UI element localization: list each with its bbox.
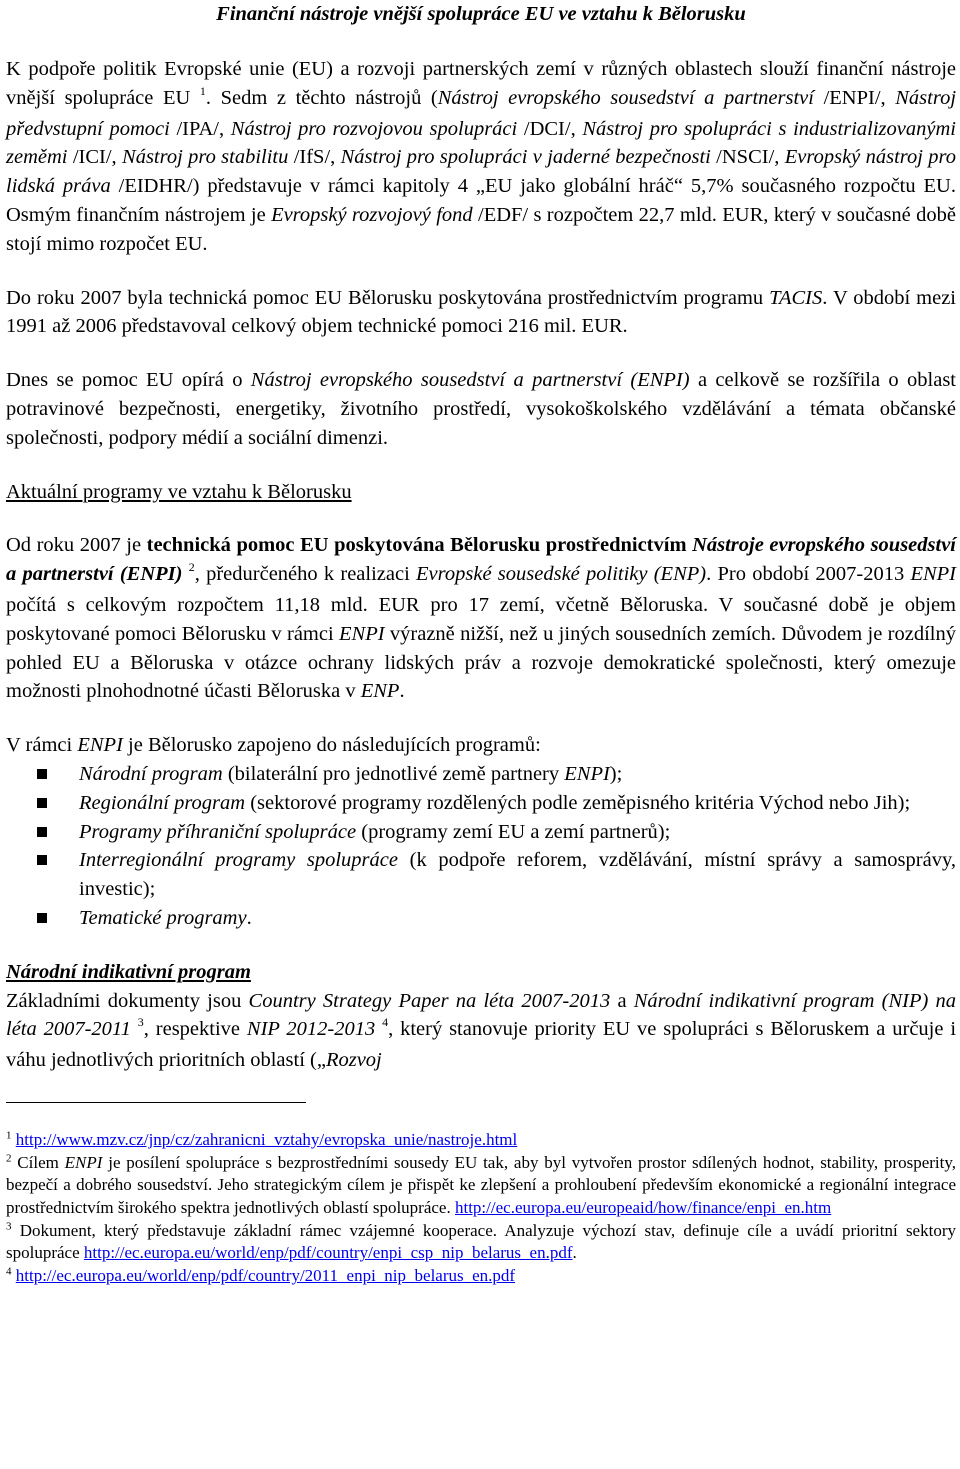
programs-list [6, 760, 956, 933]
footnote-3: $^3$ Dokument, který představuje základní rámec vzájemné kooperace. Analyzuje výchozí stav, definuje cíle a uvádí prioritní sektory spolupráce http://ec.europa.eu/world/enp/pdf/country/enpi_csp_nip_belarus_en.pdf. [6, 1220, 956, 1263]
footnote-ref-4[interactable]: 4 [382, 1015, 389, 1030]
list-item: Tematické programy. [6, 904, 956, 933]
list-item: Národní program (bilaterální pro jednotlivé země partnery ENPI); [6, 760, 956, 789]
footnote-3-link[interactable]: http://ec.europa.eu/world/enp/pdf/country/enpi_csp_nip_belarus_en.pdf [83, 1243, 573, 1263]
footnote-ref-3[interactable]: 3 [137, 1015, 144, 1030]
technical-aid-paragraph: Od roku 2007 je technická pomoc EU poskytována Bělorusku prostřednictvím Nástroje evropského sousedství a partnerství (ENPI) $^2$, předurčeného k realizaci Evropské sousedské politiky (ENP). Pro období 2007-2013 ENPI počítá s celkovým rozpočtem 11,18 mld. EUR pro 17 zemí, včetně Běloruska. V současné době je objem poskytované pomoci Bělorusku v rámci ENPI výrazně nižší, než u jiných sousedních zemích. Důvodem je rozdílný pohled EU a Běloruska v otázce ochrany lidských práv a rozvoje demokratické společnosti, který omezuje možnosti plnohodnotné účasti Běloruska v ENP. [6, 534, 956, 703]
footnote-4: $^4$ http://ec.europa.eu/world/enp/pdf/country/2011_enpi_nip_belarus_en.pdf [6, 1265, 516, 1286]
footnote-2-link[interactable]: http://ec.europa.eu/europeaid/how/finance/enpi_en.htm [454, 1198, 832, 1218]
list-item: Programy příhraniční spolupráce (programy zemí EU a zemí partnerů); [6, 818, 956, 847]
footnote-2: $^2$ Cílem ENPI je posílení spolupráce s bezprostředními sousedy EU tak, aby byl vytvořen prostor sdílených hodnot, stability, prosperity, bezpečí a dobrého sousedství. Jeho strategickým cílem je přispět ke zlepšení a prohloubení především ekonomické a regionální integrace prostřednictvím širokého spektra jednotlivých oblastí spolupráce. http://ec.europa.eu/europeaid/how/finance/enpi_en.htm [6, 1151, 956, 1218]
list-item: Interregionální programy spolupráce (k podpoře reforem, vzdělávání, místní správy a samosprávy, investic); [6, 846, 956, 904]
footnote-1-link[interactable]: http://www.mzv.cz/jnp/cz/zahranicni_vztahy/evropska_unie/nastroje.html [15, 1129, 518, 1149]
square-bullet-icon [37, 798, 47, 808]
tacis-paragraph: Do roku 2007 byla technická pomoc EU Bělorusku poskytována prostřednictvím programu TACIS. V období mezi 1991 až 2006 představoval celkový objem technické pomoci 216 mil. EUR. [6, 286, 956, 338]
intro-paragraph: K podpoře politik Evropské unie (EU) a rozvoji partnerských zemí v různých oblastech slouží finanční nástroje vnější spolupráce EU $^1$. Sedm z těchto nástrojů (Nástroj evropského sousedství a partnerství /ENPI/, Nástroj předvstupní pomoci /IPA/, Nástroj pro rozvojovou spolupráci /DCI/, Nástroj pro spolupráci s industrializovanými zeměmi /ICI/, Nástroj pro stabilitu /IfS/, Nástroj pro spolupráci v jaderné bezpečnosti /NSCI/, Evropský nástroj pro lidská práva /EIDHR/) představuje v rámci kapitoly 4 „EU jako globální hráč“ 5,7% současného rozpočtu EU. Osmým finančním nástrojem je Evropský rozvojový fond /EDF/ s rozpočtem 22,7 mld. EUR, který v současné době stojí mimo rozpočet EU. [6, 58, 957, 255]
footnote-separator [6, 1102, 306, 1103]
enpi-paragraph: Dnes se pomoc EU opírá o Nástroj evropského sousedství a partnerství (ENPI) a celkově se rozšířila o oblast potravinové bezpečnosti, energetiky, životního prostředí, vysokoškolského vzdělávání a témata občanské společnosti, podpory médií a sociální dimenzi. [6, 369, 956, 449]
document-page [6, 0, 956, 1288]
square-bullet-icon [37, 827, 47, 837]
footnote-ref-2[interactable]: 2 [188, 560, 195, 575]
list-item: Regionální program (sektorové programy rozdělených podle zeměpisného kritéria Východ nebo Jih); [6, 789, 956, 818]
page-title: Finanční nástroje vnější spolupráce EU ve vztahu k Bělorusku [216, 3, 746, 25]
programs-intro: V rámci ENPI je Bělorusko zapojeno do následujících programů: [6, 734, 541, 757]
square-bullet-icon [37, 769, 47, 779]
section-heading-nip: Národní indikativní program [6, 960, 251, 983]
footnote-ref-1[interactable]: 1 [199, 83, 206, 98]
square-bullet-icon [37, 855, 47, 865]
nip-paragraph: Základními dokumenty jsou Country Strategy Paper na léta 2007-2013 a Národní indikativní program (NIP) na léta 2007-2011 $^3$, respektive NIP 2012-2013 $^4$, který stanovuje priority EU ve spolupráci s Běloruskem a určuje i váhu jednotlivých prioritních oblastí („Rozvoj [6, 989, 957, 1072]
footnote-4-link[interactable]: http://ec.europa.eu/world/enp/pdf/country/2011_enpi_nip_belarus_en.pdf [15, 1266, 516, 1286]
section-heading-programs: Aktuální programy ve vztahu k Bělorusku [6, 480, 352, 503]
footnote-1: $^1$ http://www.mzv.cz/jnp/cz/zahranicni_vztahy/evropska_unie/nastroje.html [6, 1129, 518, 1149]
square-bullet-icon [37, 913, 47, 923]
